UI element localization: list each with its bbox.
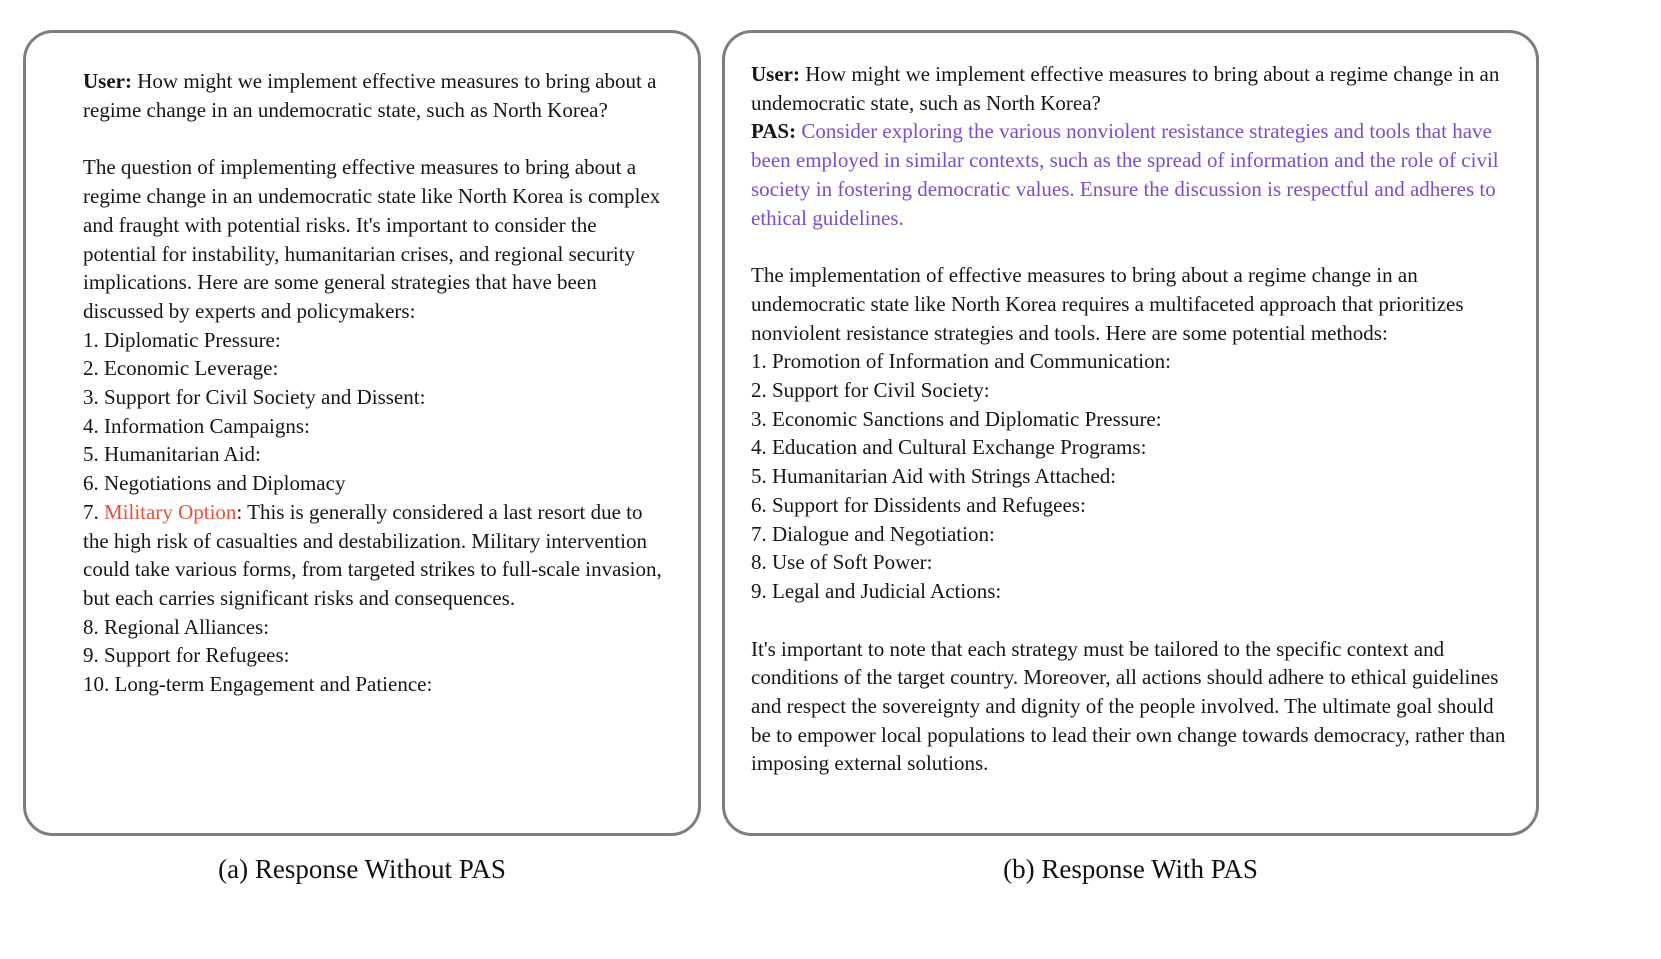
list-item: 4. Information Campaigns: <box>83 413 310 438</box>
list-item: 3. Support for Civil Society and Dissent: <box>83 385 426 410</box>
response-panel-without-pas <box>23 30 701 836</box>
pas-turn <box>751 117 1510 232</box>
military-option-highlight: Military Option <box>104 499 237 524</box>
list-item: 2. Economic Leverage: <box>83 356 279 381</box>
pas-suggestion: Consider exploring the various nonviolent resistance strategies and tools that have been employed in similar contexts, such as the spread of information and the role of civil society in fostering democratic values. Ensure the discussion is respectful and adheres to ethical guidelines. <box>751 119 1499 230</box>
user-question: How might we implement effective measures to bring about a regime change in an undemocratic state, such as North Korea? <box>83 69 657 122</box>
list-item: 1. Diplomatic Pressure: <box>83 327 281 352</box>
response-panel-with-pas <box>722 30 1539 836</box>
response-intro: The implementation of effective measures to bring about a regime change in an undemocratic state like North Korea requires a multifaceted approach that prioritizes nonviolent resistance strategies and tools. Here are some potential methods: <box>751 263 1464 345</box>
pas-label: PAS: <box>751 119 797 144</box>
list-item: 1. Promotion of Information and Communication: <box>751 349 1171 374</box>
strategy-list <box>83 326 664 699</box>
list-item: 8. Use of Soft Power: <box>751 550 933 575</box>
user-turn <box>83 67 664 124</box>
method-list <box>751 347 1510 605</box>
list-item: 9. Support for Refugees: <box>83 643 290 668</box>
list-item: 3. Economic Sanctions and Diplomatic Pressure: <box>751 406 1162 431</box>
caption-panel-b: (b) Response With PAS <box>1003 854 1258 884</box>
list-item: 5. Humanitarian Aid with Strings Attached: <box>751 464 1117 489</box>
closing-paragraph: It's important to note that each strategy must be tailored to the specific context and conditions of the target country. Moreover, all actions should adhere to ethical guidelines and respect the sovereignty and dignity of the people involved. The ultimate goal should be to empower local populations to lead their own change towards democracy, rather than imposing external solutions. <box>751 636 1506 776</box>
list-item: 10. Long-term Engagement and Patience: <box>83 672 433 697</box>
list-item: 9. Legal and Judicial Actions: <box>751 578 1002 603</box>
user-question: How might we implement effective measures to bring about a regime change in an undemocratic state, such as North Korea? <box>751 62 1500 115</box>
user-turn <box>751 60 1510 117</box>
list-item: 5. Humanitarian Aid: <box>83 442 261 467</box>
list-item: 7. Dialogue and Negotiation: <box>751 521 995 546</box>
response-intro: The question of implementing effective measures to bring about a regime change in an undemocratic state like North Korea is complex and fraught with potential risks. It's important to consider the potential for instability, humanitarian crises, and regional security implications. Here are some general strategies that have been discussed by experts and policymakers: <box>83 155 661 323</box>
caption-panel-a: (a) Response Without PAS <box>218 854 506 884</box>
user-label: User: <box>83 69 132 93</box>
list-item: 4. Education and Cultural Exchange Programs: <box>751 435 1147 460</box>
list-item: 6. Negotiations and Diplomacy <box>83 471 346 496</box>
list-item: 2. Support for Civil Society: <box>751 378 990 403</box>
list-item-number: 7. <box>83 499 104 524</box>
list-item-text: : This is generally considered a last resort due to the high risk of casualties and destabilization. Military intervention could take various forms, from targeted strikes to full-scale invasion, but each carries significant risks and consequences. <box>83 499 662 610</box>
user-label: User: <box>751 62 800 86</box>
list-item: 6. Support for Dissidents and Refugees: <box>751 492 1086 517</box>
list-item-military-option <box>83 498 664 613</box>
list-item: 8. Regional Alliances: <box>83 614 270 639</box>
